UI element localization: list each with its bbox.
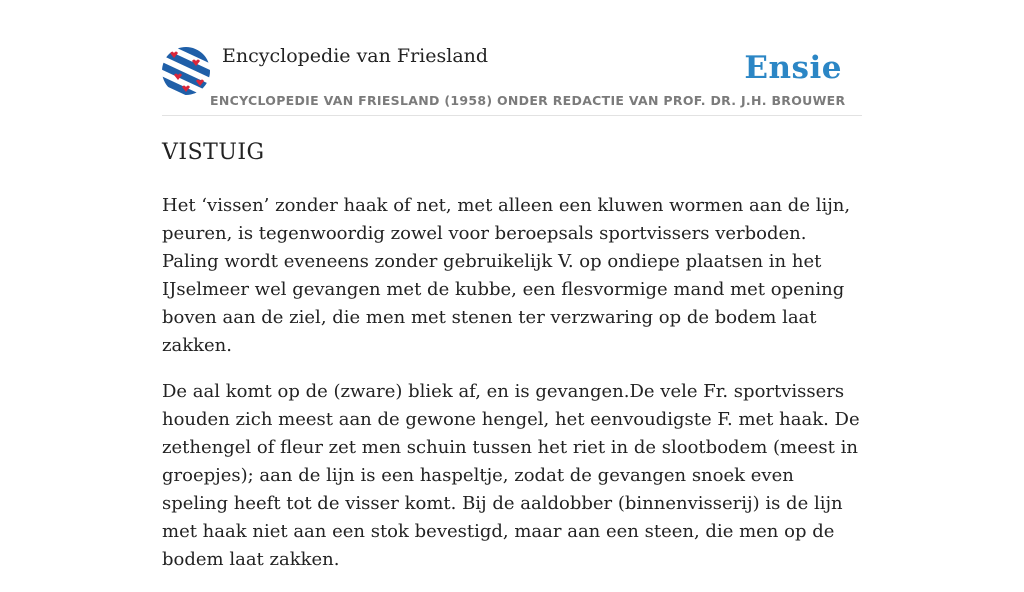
article-title: VISTUIG [162, 140, 265, 165]
site-name[interactable]: Encyclopedie van Friesland [222, 45, 489, 67]
brand-logo[interactable]: Ensie [744, 50, 842, 86]
source-subtitle: ENCYCLOPEDIE VAN FRIESLAND (1958) ONDER REDACTIE VAN PROF. DR. J.H. BROUWER [210, 93, 846, 108]
paragraph: Het ‘vissen’ zonder haak of net, met alleen een kluwen wormen aan de lijn, peuren, is tegenwoordig zowel voor beroepsals sportvissers verboden. Paling wordt eveneens zonder gebruikelijk V. op ondiepe plaatsen in het IJselmeer wel gevangen met de kubbe, een flesvormige mand met opening boven aan de ziel, die men met stenen ter verzwaring op de bodem laat zakken. [162, 195, 851, 356]
paragraph: De aal komt op de (zware) bliek af, en is gevangen.De vele Fr. sportvissers houden zich meest aan de gewone hengel, het eenvoudigste F. met haak. De zethengel of fleur zet men schuin tussen het riet in de slootbodem (meest in groepjes); aan de lijn is een haspeltje, zodat de gevangen snoek even speling heeft tot de visser komt. Bij de aaldobber (binnenvisserij) is de lijn met haak niet aan een stok bevestigd, maar aan een steen, die men op de bodem laat zakken. [162, 381, 860, 570]
divider [162, 115, 862, 116]
frisian-flag-icon[interactable] [162, 47, 210, 95]
article-body [162, 192, 862, 592]
